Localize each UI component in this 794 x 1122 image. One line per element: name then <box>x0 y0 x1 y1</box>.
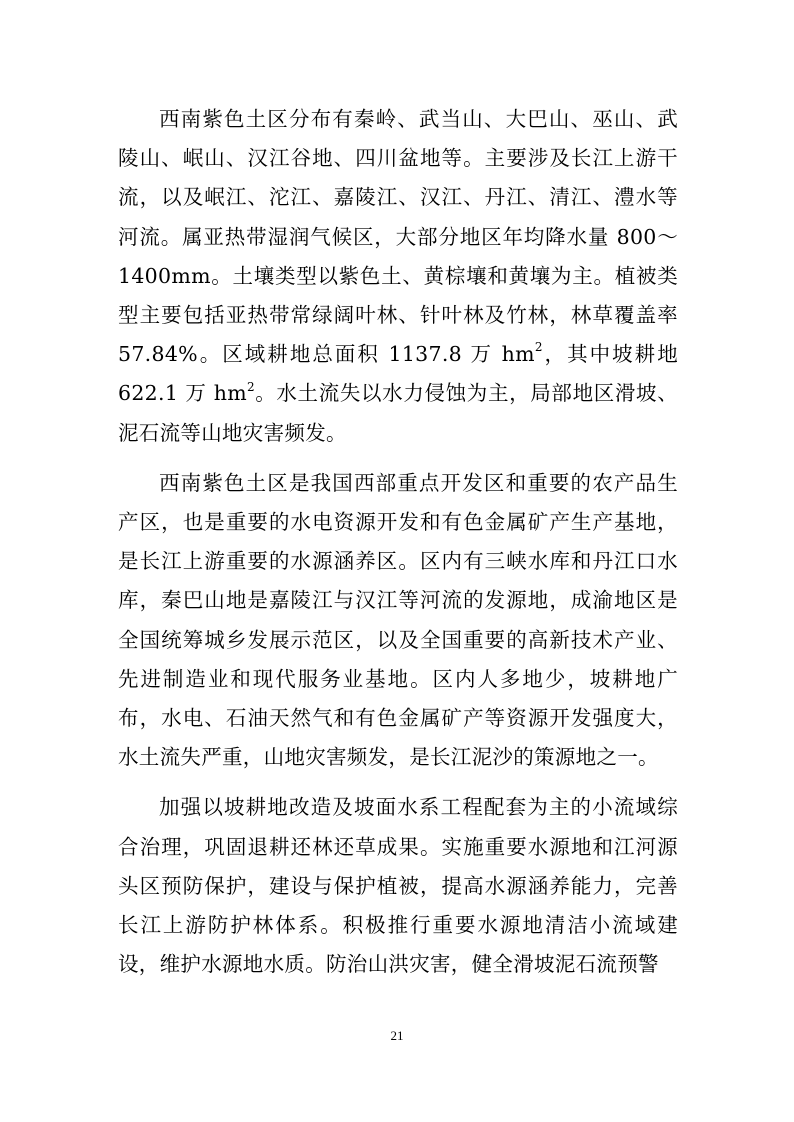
paragraph-region-overview <box>118 100 678 453</box>
paragraph-text-segment: 西南紫色土区分布有秦岭、武当山、大巴山、巫山、武陵山、岷山、汉江谷地、四川盆地等。主要涉及长江上游干流，以及岷江、沱江、嘉陵江、汉江、丹江、清江、澧水等河流。属亚热带湿润气候区，大部分地区年均降水量 800～1400mm。土壤类型以紫色土、黄棕壤和黄壤为主。植被类型主要包括亚热带常绿阔叶林、针叶林及竹林，林草覆盖率 57.84%。区域耕地总面积 1137.8 万 hm <box>118 107 678 367</box>
paragraph-text-segment: ，其中坡耕地 622.1 万 hm <box>118 342 678 406</box>
page-number: 21 <box>390 1028 404 1043</box>
paragraph-text-segment: 。水土流失以水力侵蚀为主，局部地区滑坡、泥石流等山地灾害频发。 <box>118 381 678 445</box>
paragraph-region-importance: 西南紫色土区是我国西部重点开发区和重要的农产品生产区，也是重要的水电资源开发和有色金属矿产生产基地，是长江上游重要的水源涵养区。区内有三峡水库和丹江口水库，秦巴山地是嘉陵江与汉江等河流的发源地，成渝地区是全国统筹城乡发展示范区，以及全国重要的高新技术产业、先进制造业和现代服务业基地。区内人多地少，坡耕地广布，水电、石油天然气和有色金属矿产等资源开发强度大，水土流失严重，山地灾害频发，是长江泥沙的策源地之一。 <box>118 470 678 770</box>
paragraph-governance-measures: 加强以坡耕地改造及坡面水系工程配套为主的小流域综合治理，巩固退耕还林还草成果。实施重要水源地和江河源头区预防保护，建设与保护植被，提高水源涵养能力，完善长江上游防护林体系。积极推行重要水源地清洁小流域建设，维护水源地水质。防治山洪灾害，健全滑坡泥石流预警 <box>118 795 678 977</box>
superscript-exponent: 2 <box>534 340 543 355</box>
body-text <box>118 100 678 995</box>
superscript-exponent: 2 <box>246 379 255 394</box>
